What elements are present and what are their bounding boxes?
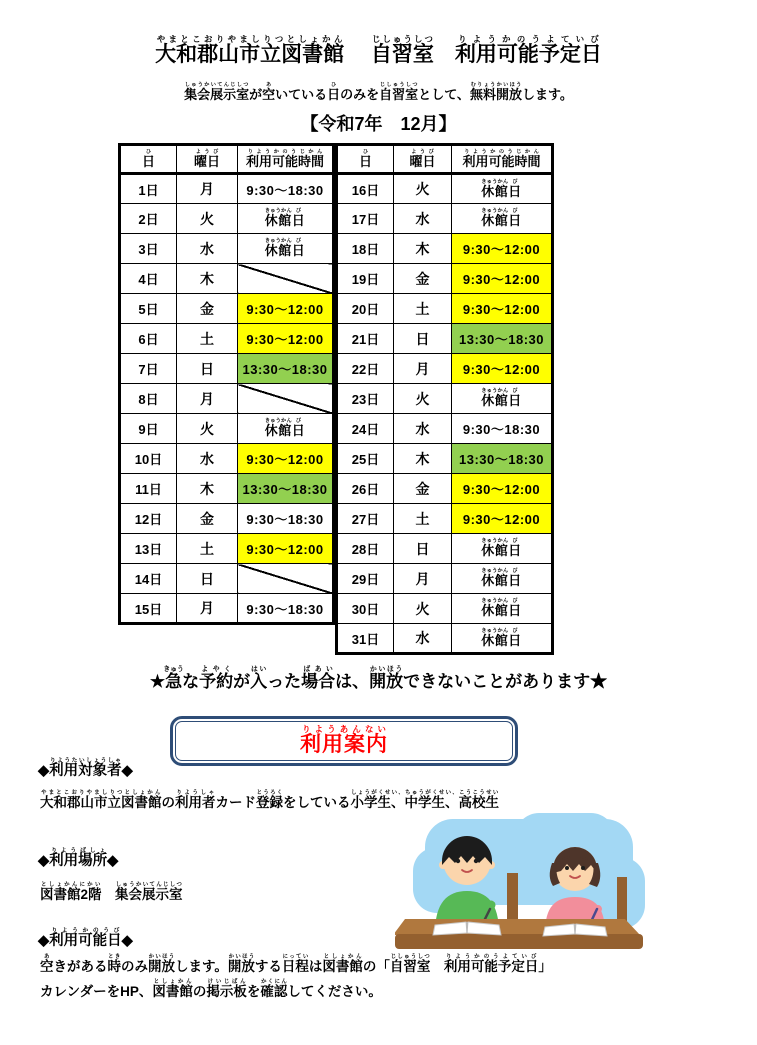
children-studying-illustration xyxy=(395,813,650,961)
weekday-cell: 日 xyxy=(394,534,452,564)
schedule-row xyxy=(337,534,553,564)
schedule-row xyxy=(337,624,553,654)
weekday-cell: 木 xyxy=(394,234,452,264)
guide-box-label: 利用案内りようあんない xyxy=(300,724,388,756)
section-body-target-users: 大和郡山市立図書館やまとこおりやましりつとしょかんの利用者りようしゃカード登録とうろくをしている小学生、中学生、高校生しょうがくせい、ちゅうがくせい、こうこうせい xyxy=(40,790,499,810)
time-cell: 13:30～18:30 xyxy=(238,354,334,384)
time-cell: 9:30～12:00 xyxy=(238,534,334,564)
time-cell: 休館きゅうかん日び xyxy=(238,414,334,444)
schedule-row xyxy=(120,504,334,534)
schedule-row xyxy=(120,474,334,504)
column-header: 曜日ようび xyxy=(177,145,238,174)
time-cell: 休館きゅうかん日び xyxy=(238,204,334,234)
time-cell: 9:30～12:00 xyxy=(238,324,334,354)
schedule-row xyxy=(337,444,553,474)
time-cell: 休館きゅうかん日び xyxy=(452,174,553,204)
time-cell: 休館きゅうかん日び xyxy=(452,534,553,564)
section-heading-location: ◆利用場所りようばしょ◆ xyxy=(38,848,119,869)
section-heading-available-days: ◆利用可能日りようかのうび◆ xyxy=(38,928,133,949)
time-cell: 13:30～18:30 xyxy=(238,474,334,504)
date-cell: 30日 xyxy=(337,594,394,624)
date-cell: 10日 xyxy=(120,444,177,474)
date-cell: 26日 xyxy=(337,474,394,504)
section-heading-target-users: ◆利用対象者りようたいしょうしゃ◆ xyxy=(38,758,133,779)
date-cell: 4日 xyxy=(120,264,177,294)
time-cell: 休館きゅうかん日び xyxy=(452,624,553,654)
time-cell: 9:30～12:00 xyxy=(238,294,334,324)
weekday-cell: 金 xyxy=(177,504,238,534)
time-cell xyxy=(238,264,334,294)
reservation-notice: ★急きゅうな予約よやくが入はいった場合ばあいは、開放かいほうできないことがあります★ xyxy=(149,666,608,691)
weekday-cell: 土 xyxy=(394,504,452,534)
date-cell: 20日 xyxy=(337,294,394,324)
schedule-row xyxy=(120,414,334,444)
time-cell: 9:30～12:00 xyxy=(452,264,553,294)
weekday-cell: 木 xyxy=(177,474,238,504)
schedule-row xyxy=(337,414,553,444)
weekday-cell: 水 xyxy=(177,444,238,474)
date-cell: 9日 xyxy=(120,414,177,444)
schedule-row xyxy=(120,354,334,384)
notebook-icon xyxy=(433,922,501,935)
date-cell: 31日 xyxy=(337,624,394,654)
schedule-row xyxy=(120,264,334,294)
date-cell: 12日 xyxy=(120,504,177,534)
schedule-row xyxy=(120,294,334,324)
date-cell: 7日 xyxy=(120,354,177,384)
weekday-cell: 日 xyxy=(394,324,452,354)
schedule-row xyxy=(337,474,553,504)
schedule-row xyxy=(120,564,334,594)
weekday-cell: 土 xyxy=(177,534,238,564)
date-cell: 18日 xyxy=(337,234,394,264)
column-header: 日ひ xyxy=(120,145,177,174)
schedule-table-right xyxy=(335,143,554,655)
weekday-cell: 水 xyxy=(394,204,452,234)
column-header: 利用可能時間りようかのうじかん xyxy=(238,145,334,174)
section-body-location: 図書館2階としょかんにかい 集会展示室しゅうかいてんじしつ xyxy=(40,882,183,902)
section-body-available-days xyxy=(40,954,552,1004)
time-cell: 9:30～18:30 xyxy=(238,594,334,624)
date-cell: 8日 xyxy=(120,384,177,414)
column-header: 日ひ xyxy=(337,145,394,174)
date-cell: 29日 xyxy=(337,564,394,594)
time-cell: 9:30～12:00 xyxy=(452,294,553,324)
weekday-cell: 火 xyxy=(394,384,452,414)
guide-box xyxy=(170,716,518,766)
weekday-cell: 日 xyxy=(177,564,238,594)
weekday-cell: 月 xyxy=(177,594,238,624)
weekday-cell: 日 xyxy=(177,354,238,384)
date-cell: 19日 xyxy=(337,264,394,294)
time-cell: 9:30～12:00 xyxy=(452,474,553,504)
time-cell: 休館きゅうかん日び xyxy=(238,234,334,264)
schedule-row xyxy=(337,264,553,294)
time-cell: 休館きゅうかん日び xyxy=(452,384,553,414)
time-cell: 9:30～12:00 xyxy=(452,354,553,384)
weekday-cell: 水 xyxy=(394,414,452,444)
weekday-cell: 月 xyxy=(394,564,452,594)
date-cell: 14日 xyxy=(120,564,177,594)
date-cell: 1日 xyxy=(120,174,177,204)
schedule-row xyxy=(337,174,553,204)
body-line-1: 空あきがある時ときのみ開放かいほうします。開放かいほうする日程にっていは図書館としょかんの「自習室じしゅうしつ 利用可能予定日りようかのうよていび」 xyxy=(40,954,552,974)
date-cell: 21日 xyxy=(337,324,394,354)
weekday-cell: 水 xyxy=(394,624,452,654)
chair-icon xyxy=(617,877,627,923)
time-cell: 休館きゅうかん日び xyxy=(452,564,553,594)
date-cell: 22日 xyxy=(337,354,394,384)
weekday-cell: 火 xyxy=(177,204,238,234)
time-cell: 9:30～18:30 xyxy=(238,504,334,534)
weekday-cell: 水 xyxy=(177,234,238,264)
date-cell: 13日 xyxy=(120,534,177,564)
schedule-row xyxy=(337,564,553,594)
date-cell: 17日 xyxy=(337,204,394,234)
time-cell: 休館きゅうかん日び xyxy=(452,204,553,234)
schedule-row xyxy=(337,324,553,354)
date-cell: 15日 xyxy=(120,594,177,624)
schedule-row xyxy=(120,534,334,564)
time-cell: 13:30～18:30 xyxy=(452,324,553,354)
date-cell: 2日 xyxy=(120,204,177,234)
date-cell: 24日 xyxy=(337,414,394,444)
schedule-row xyxy=(120,594,334,624)
weekday-cell: 土 xyxy=(394,294,452,324)
time-cell: 9:30～18:30 xyxy=(238,174,334,204)
chair-icon xyxy=(507,873,518,923)
date-cell: 5日 xyxy=(120,294,177,324)
weekday-cell: 金 xyxy=(394,264,452,294)
date-cell: 28日 xyxy=(337,534,394,564)
date-cell: 27日 xyxy=(337,504,394,534)
date-cell: 16日 xyxy=(337,174,394,204)
time-cell: 9:30～12:00 xyxy=(452,504,553,534)
schedule-row xyxy=(337,294,553,324)
column-header: 利用可能時間りようかのうじかん xyxy=(452,145,553,174)
schedule-row xyxy=(120,204,334,234)
schedule-row xyxy=(120,174,334,204)
time-cell: 13:30～18:30 xyxy=(452,444,553,474)
schedule-row xyxy=(120,234,334,264)
date-cell: 6日 xyxy=(120,324,177,354)
weekday-cell: 月 xyxy=(394,354,452,384)
time-cell: 9:30～18:30 xyxy=(452,414,553,444)
schedule-row xyxy=(337,204,553,234)
weekday-cell: 火 xyxy=(394,594,452,624)
weekday-cell: 火 xyxy=(394,174,452,204)
schedule-tables xyxy=(118,143,554,655)
table-header-row xyxy=(120,145,334,174)
weekday-cell: 金 xyxy=(177,294,238,324)
weekday-cell: 火 xyxy=(177,414,238,444)
weekday-cell: 土 xyxy=(177,324,238,354)
time-cell: 9:30～12:00 xyxy=(452,234,553,264)
schedule-row xyxy=(337,504,553,534)
notebook-icon xyxy=(543,924,607,936)
weekday-cell: 木 xyxy=(177,264,238,294)
schedule-row xyxy=(337,594,553,624)
weekday-cell: 金 xyxy=(394,474,452,504)
time-cell xyxy=(238,564,334,594)
time-cell: 休館きゅうかん日び xyxy=(452,594,553,624)
month-header: 【令和7年 12月】 xyxy=(300,114,457,134)
schedule-row xyxy=(337,384,553,414)
schedule-row xyxy=(120,324,334,354)
schedule-row xyxy=(337,354,553,384)
schedule-row xyxy=(337,234,553,264)
table-header-row xyxy=(337,145,553,174)
weekday-cell: 月 xyxy=(177,174,238,204)
schedule-row xyxy=(120,384,334,414)
date-cell: 3日 xyxy=(120,234,177,264)
time-cell xyxy=(238,384,334,414)
column-header: 曜日ようび xyxy=(394,145,452,174)
date-cell: 25日 xyxy=(337,444,394,474)
schedule-row xyxy=(120,444,334,474)
weekday-cell: 月 xyxy=(177,384,238,414)
date-cell: 23日 xyxy=(337,384,394,414)
page-title: 大和郡山市立図書館やまとこおりやましりつとしょかん 自習室じしゅうしつ 利用可能予定日りようかのうよていび xyxy=(155,34,602,66)
schedule-table-left xyxy=(118,143,335,625)
date-cell: 11日 xyxy=(120,474,177,504)
weekday-cell: 木 xyxy=(394,444,452,474)
time-cell: 9:30～12:00 xyxy=(238,444,334,474)
page-subtitle: 集会展示室しゅうかいてんじしつが空あいている日ひのみを自習室じしゅうしつとして、無料開放むりょうかいほうします。 xyxy=(184,82,573,102)
body-line-2: カレンダーをHP、図書館としょかんの掲示板けいじばんを確認かくにんしてください。 xyxy=(40,979,382,999)
